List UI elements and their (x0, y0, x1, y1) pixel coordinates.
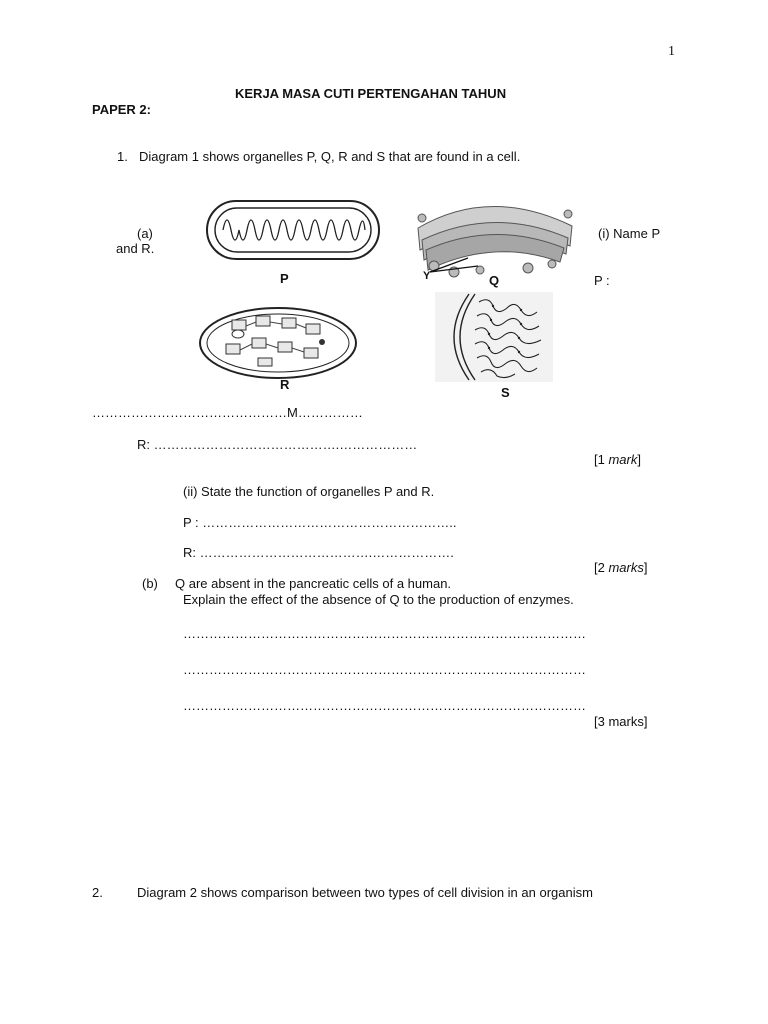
mark-a-ii: [2 marks] (594, 560, 648, 575)
answer-line-2: ………………………………………………………………………………… (183, 662, 586, 677)
question-1-number: 1. (117, 149, 128, 164)
page-number: 1 (668, 44, 675, 59)
part-a-label: (a) (137, 226, 153, 241)
p-answer-label: P : (594, 273, 610, 288)
p-function-line: P : ………………………………………………….. (183, 515, 457, 530)
page-title: KERJA MASA CUTI PERTENGAHAN TAHUN (235, 86, 507, 101)
question-2-text: Diagram 2 shows comparison between two types of cell division in an organism (137, 885, 593, 900)
r-answer-line: R: …………………………………….……………… (137, 437, 418, 452)
endoplasmic-reticulum-diagram (435, 292, 553, 382)
answer-line-3: ………………………………………………………………………………… (183, 698, 586, 713)
part-b-line-1: Q are absent in the pancreatic cells of a human. (175, 576, 452, 591)
label-y: Y (423, 270, 431, 282)
mitochondrion-diagram (205, 198, 383, 264)
part-a-ii-question: (ii) State the function of organelles P and R. (183, 484, 435, 499)
r-function-line: R: ………………………………….………………. (183, 545, 454, 560)
label-s: S (501, 385, 510, 400)
label-p: P (280, 271, 289, 286)
mark-a-i: [1 mark] (594, 452, 641, 467)
part-a-i-lead: (i) Name P (598, 226, 661, 241)
part-b-label: (b) (142, 576, 158, 591)
question-1-intro: Diagram 1 shows organelles P, Q, R and S that are found in a cell. (139, 149, 521, 164)
paper-label: PAPER 2: (92, 102, 151, 117)
p-answer-line: ………………………………………M…………… (92, 405, 363, 420)
label-r: R (280, 377, 290, 392)
question-2-number: 2. (92, 885, 103, 900)
answer-line-1: ………………………………………………………………………………… (183, 626, 586, 641)
part-b-line-2: Explain the effect of the absence of Q to the production of enzymes. (183, 592, 574, 607)
chloroplast-diagram (198, 306, 358, 380)
part-a-i-tail: and R. (116, 241, 155, 256)
label-q: Q (489, 273, 500, 288)
golgi-apparatus-diagram (410, 192, 580, 284)
mark-b: [3 marks] (594, 714, 648, 729)
